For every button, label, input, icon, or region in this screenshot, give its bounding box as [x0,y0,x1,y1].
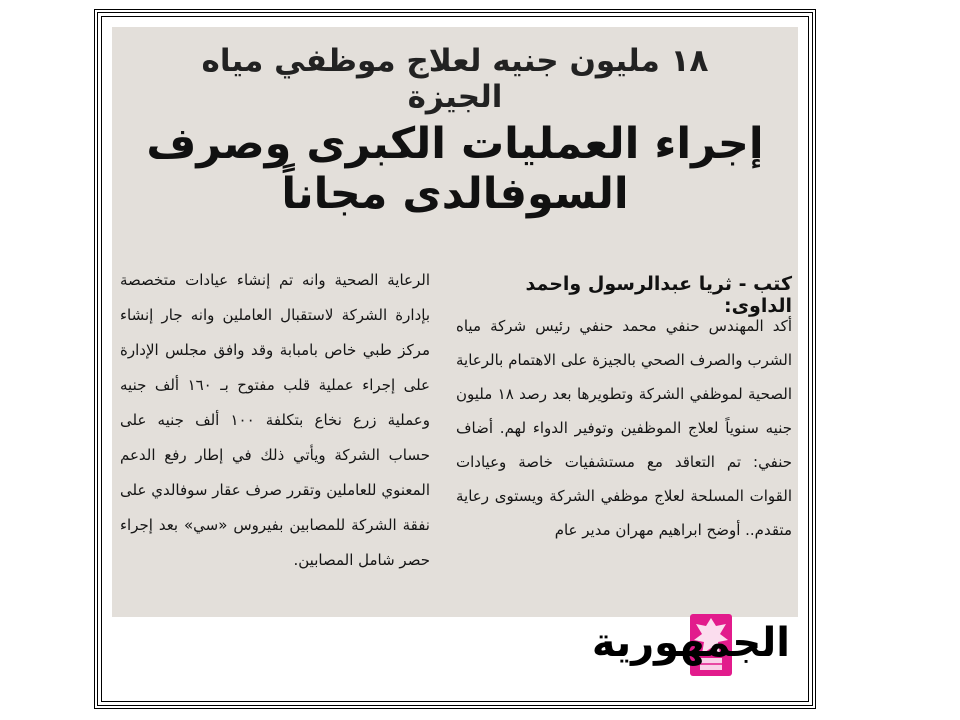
newspaper-name: الجمهورية [591,620,790,666]
article-byline: كتب - ثريا عبدالرسول واحمد الداوى: [525,273,792,317]
article-headline: إجراء العمليات الكبرى وصرف السوفالدى مجاناً [146,119,764,219]
newspaper-clipping [112,27,798,617]
article-kicker: ١٨ مليون جنيه لعلاج موظفي مياه الجيزة [201,43,709,115]
article-column-left [120,263,430,578]
article-body-right: أكد المهندس حنفي محمد حنفي رئيس شركة مياه الشرب والصرف الصحي بالجيزة على الاهتمام بالرعاية الصحية لموظفي الشركة وتطويرها بعد رصد ١٨ مليون جنيه سنوياً لعلاج الموظفين وتوفير الدواء لهم. أضاف حنفي: تم التعاقد مع مستشفيات خاصة وعيادات القوات المسلحة لعلاج موظفي الشركة ويستوى رعاية متقدم.. أوضح ابراهيم مهران مدير عام [456,317,792,539]
newspaper-logo [591,610,790,690]
article-column-right [456,309,792,547]
article-body-left: الرعاية الصحية وانه تم إنشاء عيادات متخصصة بإدارة الشركة لاستقبال العاملين وانه جار إنشاء مركز طبي خاص بامبابة وقد وافق مجلس الإدارة على إجراء عملية قلب مفتوح بـ ١٦٠ ألف جنيه وعملية زرع نخاع بتكلفة ١٠٠ ألف جنيه على حساب الشركة ويأتي ذلك في إطار رفع الدعم المعنوي للعاملين وتقرر صرف عقار سوفالدي على نفقة الشركة للمصابين بفيروس «سي» بعد إجراء حصر شامل المصابين. [120,271,431,569]
clipping-frame [94,9,816,709]
